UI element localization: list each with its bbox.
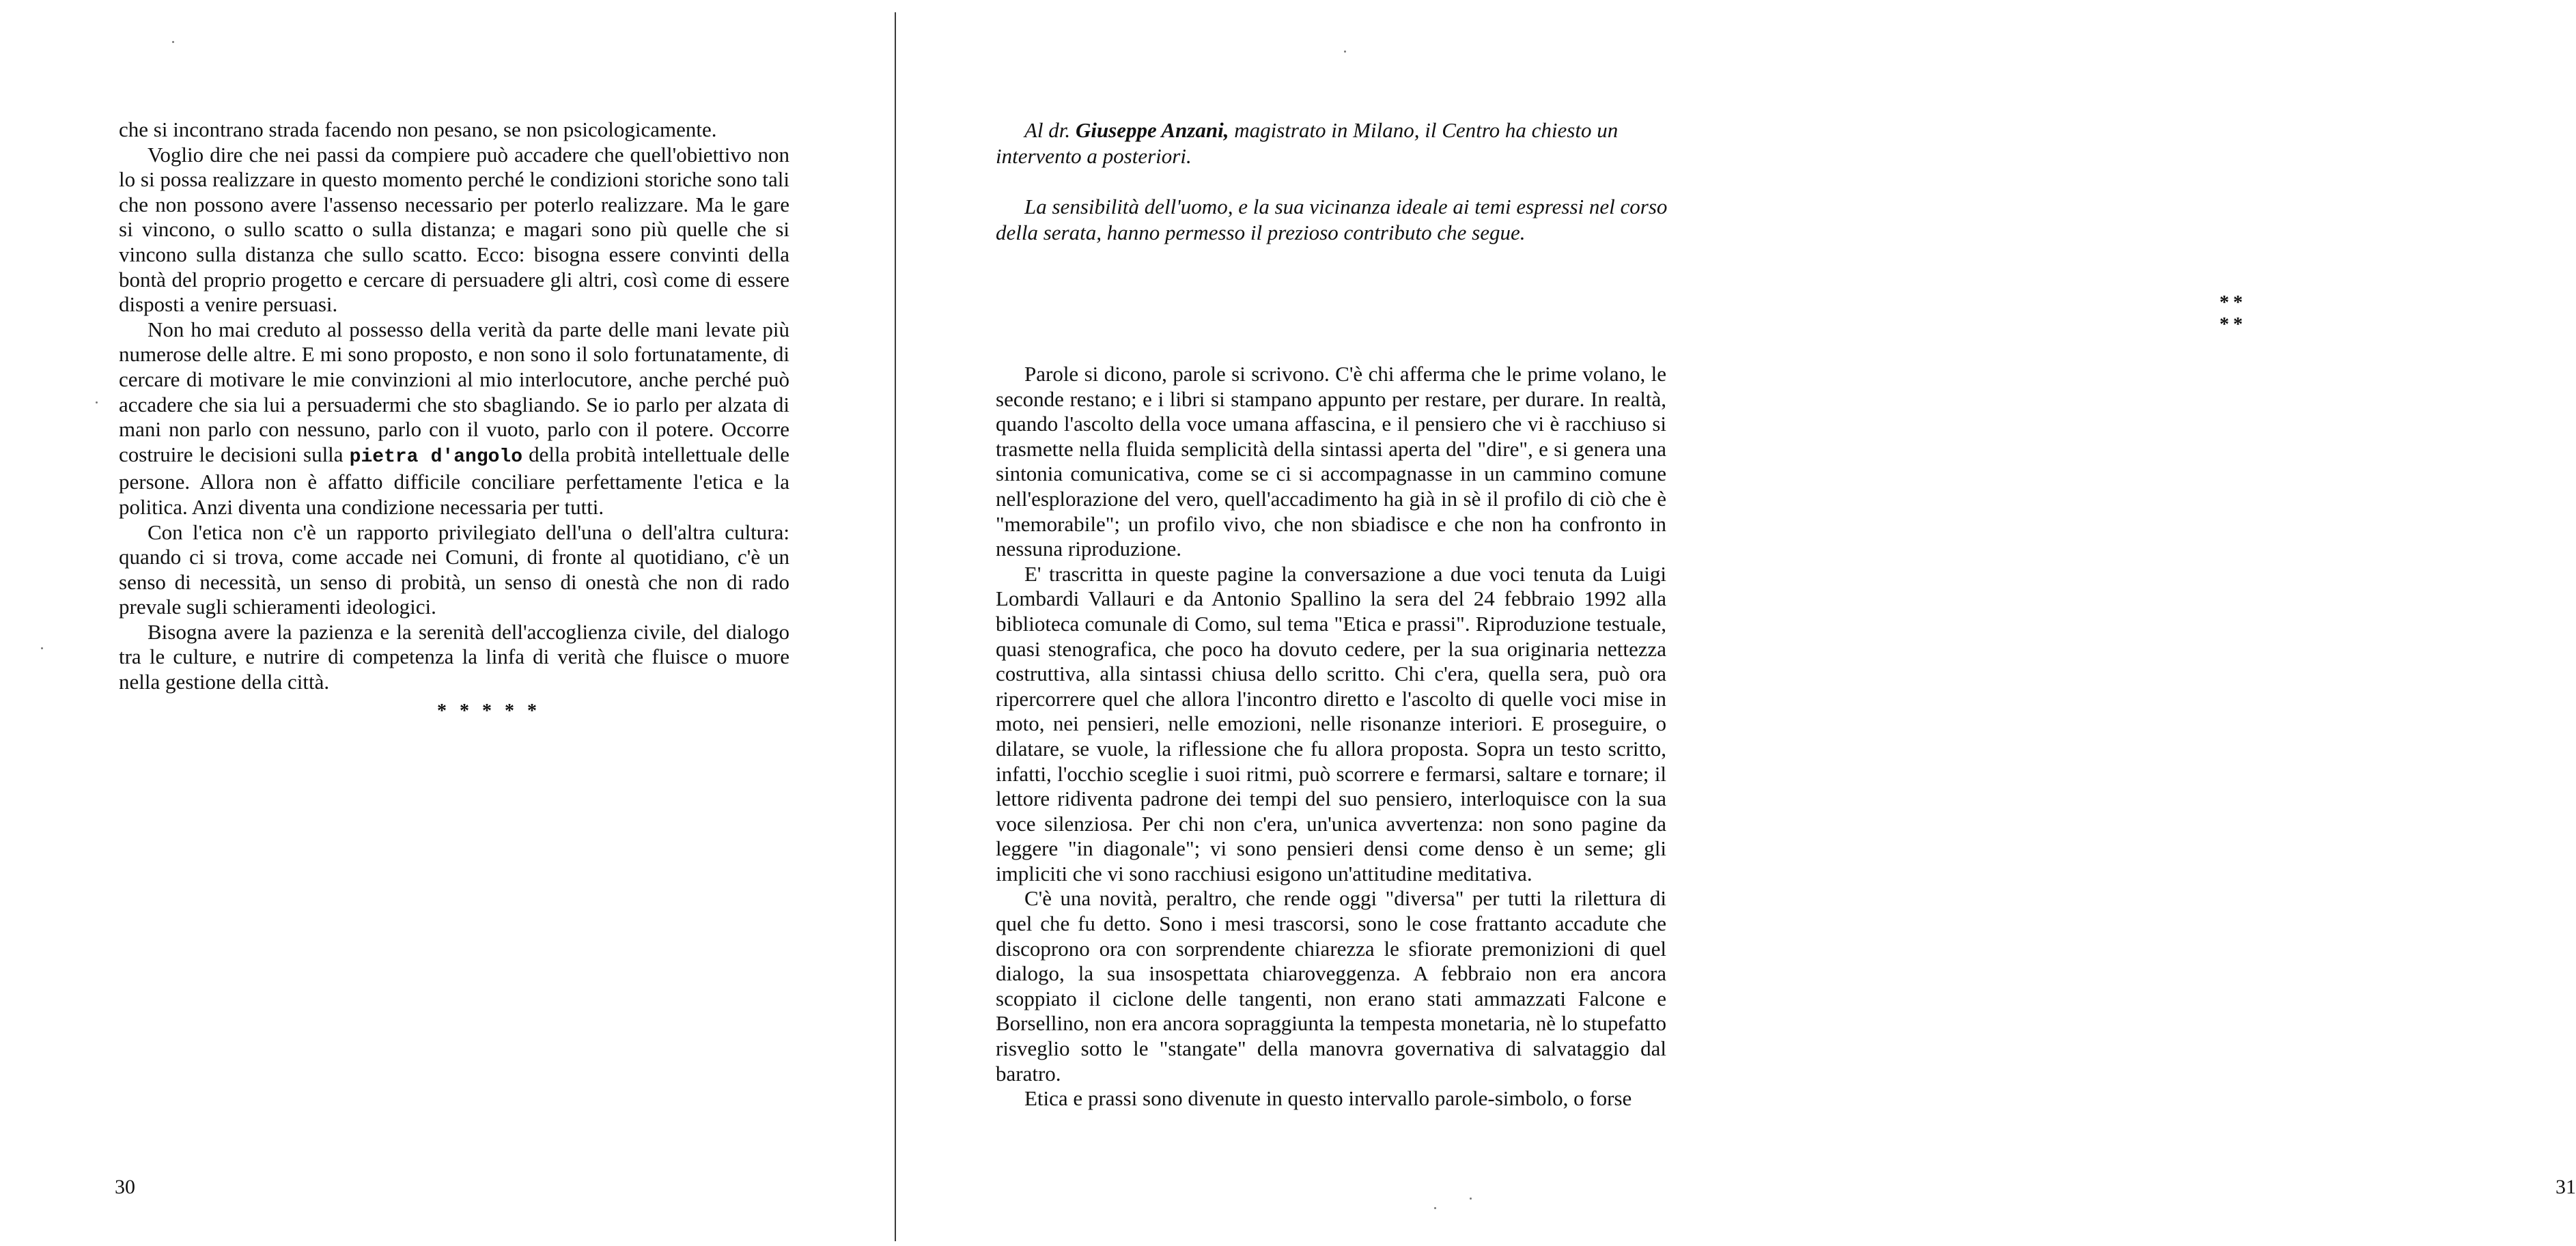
right-paragraph: Parole si dicono, parole si scrivono. C'è chi afferma che le prime volano, le seconde restano; e i libri si stampano appunto per restare, per durare. In realtà, quando l'ascolto della voce umana affascina, e il pensiero che vi è racchiuso si trasmette nella fluida semplicità della sintassi aperta del "dire", e si genera una sintonia comunicativa, come se ci si accompagnasse in un cammino comune nell'esplorazione del vero, quell'accadimento ha già in sè il profilo di ciò che è "memorabile"; un profilo vivo, che non sbiadisce e che non ha confronto in nessuna riproduzione. (996, 362, 1666, 561)
scan-speck (1434, 1207, 1436, 1209)
intro-name: Giuseppe Anzani, (1075, 118, 1229, 142)
right-paragraph: E' trascritta in queste pagine la conversazione a due voci tenuta da Luigi Lombardi Vallauri e da Antonio Spallino la sera del 24 febbraio 1992 alla biblioteca comunale di Como, sul tema "Etica e prassi". Riproduzione testuale, quasi stenografica, che poco ha dovuto cedere, per la sua originaria nettezza costruttiva, alla sintassi chiusa dello scritto. Chi c'era, quella sera, può ora ripercorrere quel che allora l'incontro diretto e l'ascolto di quelle voci mise in moto, nei pensieri, nelle emozioni, nelle risonanze interiori. E proseguire, o dilatare, se vuole, la riflessione che fu allora proposta. Sopra un testo scritto, infatti, l'occhio sceglie i suoi ritmi, può scorrere e fermarsi, saltare e tornare; il lettore ridiventa padrone dei tempi del suo pensiero, interloquisce con la sua voce silenziosa. Per chi non c'era, un'unica avvertenza: non sono pagine da leggere "in diagonale"; vi sono pensieri densi come denso è un seme; gli impliciti che vi sono racchiusi esigono un'attitudine meditativa. (996, 561, 1666, 886)
right-page-body (996, 362, 1666, 1112)
section-divider-stars: ** ** (2220, 292, 2247, 335)
scan-speck (172, 41, 174, 43)
intro-note (996, 117, 1679, 169)
emphasized-phrase: pietra d'angolo (349, 446, 523, 468)
right-page (895, 0, 2576, 1246)
section-divider-stars: * * * * * (437, 700, 541, 722)
intro-prefix: Al dr. (1024, 118, 1071, 142)
scan-speck (1344, 51, 1346, 53)
left-paragraph-part: della probità intellettuale delle persone. Allora non è affatto difficile conciliare perfettamente l'etica e la politica. Anzi diventa una condizione necessaria per tutti. (119, 442, 790, 519)
intro-suffix: magistrato in Milano, il Centro ha chiesto un intervento a posteriori. (996, 118, 1619, 168)
left-paragraph: Bisogna avere la pazienza e la serenità dell'accoglienza civile, del dialogo tra le culture, e nutrire di competenza la linfa di verità che fluisce o muore nella gestione della città. (119, 619, 789, 694)
scan-speck (1470, 1198, 1472, 1200)
page-number-left: 30 (115, 1176, 135, 1198)
left-paragraph-part: Non ho mai creduto al possesso della verità da parte delle mani levate più numerose delle altre. E mi sono proposto, e non sono il solo fortunatamente, di cercare di motivare le mie convinzioni al mio interlocutore, anche perché può accadere che sia lui a persuadermi che sto sbagliando. Se io parlo per alzata di mani non parlo con nessuno, parlo con il vuoto, parlo con il potere. Occorre costruire le decisioni sulla (119, 317, 789, 466)
left-paragraph: che si incontrano strada facendo non pesano, se non psicologicamente. (119, 117, 717, 141)
intro-text: La sensibilità dell'uomo, e la sua vicinanza ideale ai temi espressi nel corso della serata, hanno permesso il prezioso contributo che segue. (996, 195, 1668, 244)
left-page-body (119, 117, 789, 695)
right-paragraph: Etica e prassi sono divenute in questo intervallo parole-simbolo, o forse (1024, 1086, 1632, 1111)
scan-speck (96, 401, 98, 403)
left-paragraph: Con l'etica non c'è un rapporto privilegiato dell'una o dell'altra cultura: quando ci si trova, come accade nei Comuni, di fronte al quotidiano, c'è un senso di necessità, un senso di probità, un senso di onestà che non di rado prevale sugli schieramenti ideologici. (119, 520, 789, 619)
intro-note-2 (996, 194, 1679, 246)
left-paragraph: Voglio dire che nei passi da compiere può accadere che quell'obiettivo non lo si possa realizzare in questo momento perché le condizioni storiche sono tali che non possono avere l'assenso necessario per poterlo realizzare. Ma le gare si vincono, o sullo scatto o sulla distanza; e magari sono più quelle che si vincono sulla distanza che sullo scatto. Ecco: bisogna essere convinti della bontà del proprio progetto e cercare di persuadere gli altri, così come di essere disposti a venire persuasi. (119, 142, 789, 317)
left-page (0, 0, 895, 1246)
left-paragraph (119, 317, 789, 520)
page-number-right: 31 (2556, 1176, 2576, 1198)
scan-speck (41, 647, 43, 649)
right-paragraph: C'è una novità, peraltro, che rende oggi "diversa" per tutti la rilettura di quel che fu detto. Sono i mesi trascorsi, sono le cose frattanto accadute che discoprono ora con sorprendente chiarezza le sfiorate premonizioni di quel dialogo, la sua insospettata chiaroveggenza. A febbraio non era ancora scoppiato il ciclone delle tangenti, non erano stati ammazzati Falcone e Borsellino, non era ancora sopraggiunta la tempesta monetaria, nè lo stupefatto risveglio sotto le "stangate" della manovra governativa di salvataggio dal baratro. (996, 886, 1666, 1086)
